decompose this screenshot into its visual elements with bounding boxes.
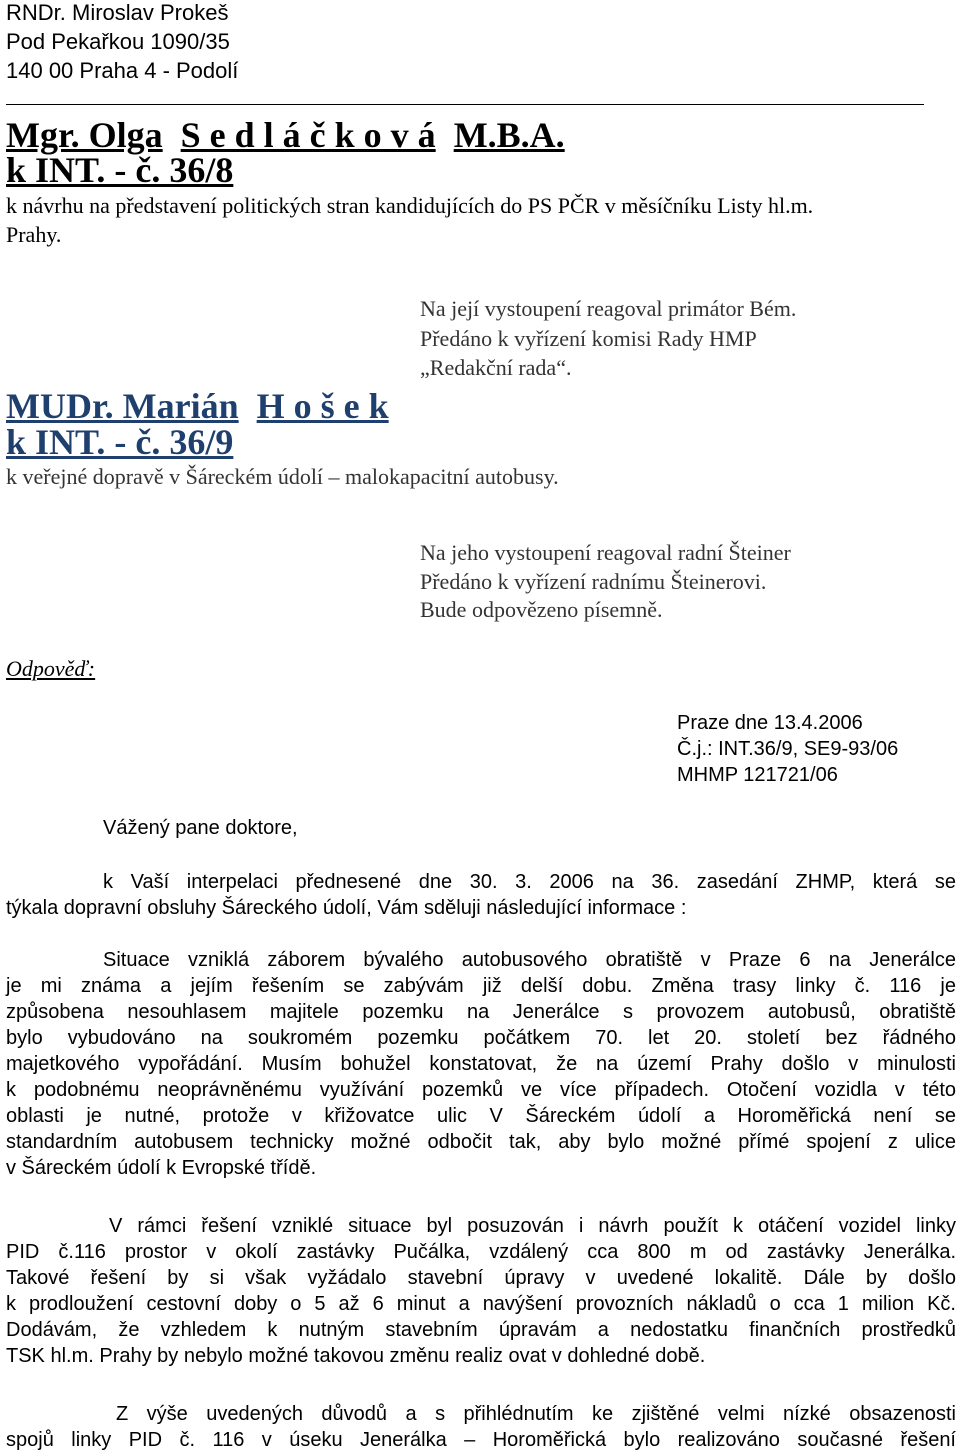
- body-paragraph-2: [6, 947, 956, 1181]
- paragraph-line: týkala dopravní obsluhy Šáreckého údolí, Vám sděluji následující informace :: [6, 897, 687, 919]
- interpellation-2-response-line1: Na jeho vystoupení reagoval radní Šteiner: [420, 540, 791, 565]
- paragraph-line: PID č.116 prostor v okolí zastávky Pučálka, vzdálený cca 800 m od zastávky Jenerálka.: [6, 1241, 956, 1263]
- interpellation-1-subject-line1: k návrhu na představení politických stran kandidujících do PS PČR v měsíčníku Listy hl.m.: [6, 193, 814, 218]
- body-paragraph-4: [6, 1401, 956, 1453]
- author-suffix: M.B.A.: [453, 115, 565, 155]
- reference-mhmp: MHMP 121721/06: [677, 764, 838, 786]
- answer-heading: Odpověď:: [6, 656, 96, 681]
- interpellation-2-response-line2: Předáno k vyřízení radnímu Šteinerovi.: [420, 569, 767, 594]
- paragraph-line: V rámci řešení vzniklé situace byl posuzován i návrh použít k otáčení vozidel linky: [109, 1215, 956, 1237]
- author-prefix: MUDr. Marián: [6, 386, 239, 426]
- interpellation-1-author: [6, 115, 565, 155]
- paragraph-line: Z výše uvedených důvodů a s přihlédnutím ke zjištěné velmi nízké obsazenosti: [116, 1403, 956, 1425]
- paragraph-line: standardním autobusem technicky možné odbočit tak, aby bylo možné přímé spojení z ulice: [6, 1131, 956, 1153]
- interpellation-1-response-line2: Předáno k vyřízení komisi Rady HMP: [420, 326, 757, 351]
- paragraph-line: v Šáreckém údolí k Evropské třídě.: [6, 1157, 317, 1179]
- paragraph-line: Situace vzniklá záborem bývalého autobusového obratiště v Praze 6 na Jenerálce: [103, 949, 956, 971]
- paragraph-line: majetkového vypořádání. Musím bohužel konstatovat, že na území Prahy došlo v minulosti: [6, 1053, 956, 1075]
- interpellation-1-subject-line2: Prahy.: [6, 222, 62, 247]
- body-paragraph-3: [6, 1213, 956, 1369]
- paragraph-line: Dodávám, že vzhledem k nutným stavebním úpravám a nedostatku finančních prostředků: [6, 1319, 956, 1341]
- sender-city: 140 00 Praha 4 - Podolí: [6, 58, 239, 83]
- author-surname: H o š e k: [256, 386, 389, 426]
- paragraph-line: k podobnému neoprávněnému využívání pozemků ve více případech. Otočení vozidla v této: [6, 1079, 956, 1101]
- interpellation-1-number: k INT. - č. 36/8: [6, 150, 234, 190]
- reference-date: Praze dne 13.4.2006: [677, 712, 863, 734]
- paragraph-line: spojů linky PID č. 116 v úseku Jenerálka – Horoměřická bylo realizováno současné řešení: [6, 1429, 956, 1451]
- paragraph-line: k Vaší interpelaci přednesené dne 30. 3. 2006 na 36. zasedání ZHMP, která se: [103, 871, 956, 893]
- sender-name: RNDr. Miroslav Prokeš: [6, 0, 229, 25]
- salutation: Vážený pane doktore,: [103, 817, 298, 839]
- header-divider: [6, 104, 924, 105]
- interpellation-2-number: k INT. - č. 36/9: [6, 422, 234, 462]
- paragraph-line: způsobena nesouhlasem majitele pozemku na Jenerálce s provozem autobusů, obratiště: [6, 1001, 956, 1023]
- interpellation-1-response-line1: Na její vystoupení reagoval primátor Bém.: [420, 296, 797, 321]
- interpellation-1-response-line3: „Redakční rada“.: [420, 355, 572, 380]
- paragraph-line: je mi známa a jejím řešením se zabývám již delší dobu. Změna trasy linky č. 116 je: [6, 975, 956, 997]
- reference-number: Č.j.: INT.36/9, SE9-93/06: [677, 738, 899, 760]
- paragraph-line: TSK hl.m. Prahy by nebylo možné takovou změnu realiz ovat v dohledné době.: [6, 1345, 706, 1367]
- author-prefix: Mgr. Olga: [6, 115, 163, 155]
- paragraph-line: oblasti je nutné, protože v křižovatce ulic V Šáreckém údolí a Horoměřická není se: [6, 1105, 956, 1127]
- paragraph-line: bylo vybudováno na soukromém pozemku počátkem 70. let 20. století bez řádného: [6, 1027, 956, 1049]
- paragraph-line: Takové řešení by si však vyžádalo stavební úpravy v uvedené lokalitě. Dále by došlo: [6, 1267, 956, 1289]
- interpellation-2-author: [6, 386, 389, 426]
- interpellation-2-response-line3: Bude odpovězeno písemně.: [420, 597, 663, 622]
- paragraph-line: k prodloužení cestovní doby o 5 až 6 minut a navýšení provozních nákladů o cca 1 milion Kč.: [6, 1293, 956, 1315]
- interpellation-2-subject: k veřejné dopravě v Šáreckém údolí – malokapacitní autobusy.: [6, 464, 559, 489]
- author-surname: S e d l á č k o v á: [180, 115, 436, 155]
- body-paragraph-1: [6, 869, 956, 921]
- sender-street: Pod Pekařkou 1090/35: [6, 29, 230, 54]
